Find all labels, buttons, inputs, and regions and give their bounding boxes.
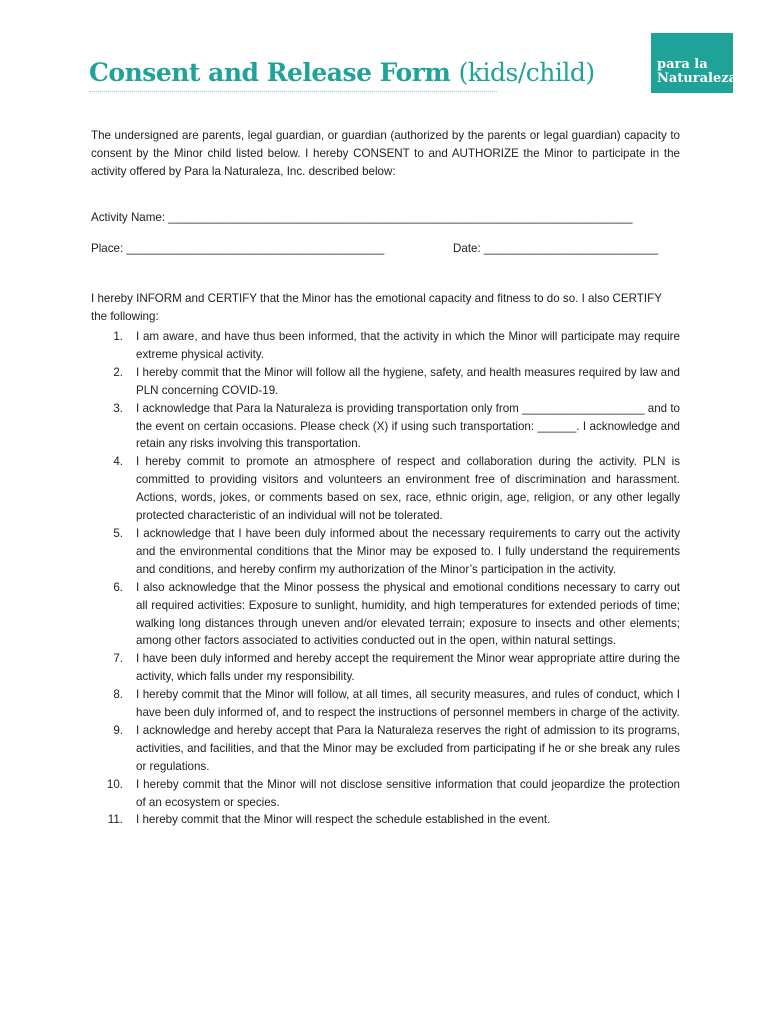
certification-list	[91, 328, 680, 829]
place-field[interactable]: Place: ________________________________________	[91, 242, 385, 255]
list-item: 6. I also acknowledge that the Minor possess the physical and emotional conditions necessary to carry out all required activities: Exposure to sunlight, humidity, and high temperatures for extended periods of time; walking long distances through uneven and/or elevated terrain; exposure to insects and other elements; among other factors associated to activities conducted out in the open, within natural settings.	[113, 580, 680, 648]
list-item: 4. I hereby commit to promote an atmosphere of respect and collaboration during the activity. PLN is committed to providing visitors and volunteers an environment free of discrimination and harassment. Actions, words, jokes, or comments based on sex, race, ethnic origin, age, religion, or any other legally protected characteristic of an individual will not be tolerated.	[113, 455, 680, 523]
list-item: 9. I acknowledge and hereby accept that Para la Naturaleza reserves the right of admission to its programs, activities, and facilities, and that the Minor may be excluded from participating if he or she break any rules or regulations.	[113, 723, 680, 773]
date-field[interactable]: Date: ___________________________	[453, 242, 659, 255]
para-la-naturaleza-logo	[651, 33, 738, 93]
list-item: 10. I hereby commit that the Minor will not disclose sensitive information that could jeopardize the protection of an ecosystem or species.	[106, 777, 680, 809]
list-item: 3. I acknowledge that Para la Naturaleza is providing transportation only from ___________________ and to the event on certain occasions. Please check (X) if using such transportation: ______. I acknowledge and retain any risks involving this transportation.	[113, 401, 680, 451]
logo-line-1: para la	[657, 57, 708, 72]
title-divider	[89, 91, 497, 92]
list-item: 2. I hereby commit that the Minor will follow all the hygiene, safety, and health measures required by law and PLN concerning COVID-19.	[113, 365, 680, 397]
list-item: 8. I hereby commit that the Minor will follow, at all times, all security measures, and rules of conduct, which I have been duly informed of, and to respect the instructions of personnel members in charge of the activity.	[113, 688, 680, 720]
logo-line-2: Naturaleza	[657, 71, 738, 86]
title-sub: (kids/child)	[458, 58, 595, 87]
inform-paragraph: I hereby INFORM and CERTIFY that the Minor has the emotional capacity and fitness to do so. I also CERTIFY the following:	[91, 292, 662, 323]
activity-name-field[interactable]: Activity Name: ________________________________________________________________________	[91, 211, 633, 224]
form-title	[89, 58, 595, 87]
intro-paragraph: The undersigned are parents, legal guardian, or guardian (authorized by the parents or legal guardian) capacity to consent by the Minor child listed below. I hereby CONSENT to and AUTHORIZE the Minor to participate in the activity offered by Para la Naturaleza, Inc. described below:	[91, 129, 680, 178]
list-item: 11. I hereby commit that the Minor will respect the schedule established in the event.	[107, 813, 551, 827]
list-item: 7. I have been duly informed and hereby accept the requirement the Minor wear appropriate attire during the activity, which falls under my responsibility.	[113, 652, 680, 684]
list-item: 1. I am aware, and have thus been informed, that the activity in which the Minor will participate may require extreme physical activity.	[113, 330, 680, 361]
title-main: Consent and Release Form	[89, 58, 451, 87]
list-item: 5. I acknowledge that I have been duly informed about the necessary requirements to carry out the activity and the environmental conditions that the Minor may be exposed to. I fully understand the requirements and conditions, and hereby confirm my authorization of the Minor’s participation in the activity.	[113, 526, 680, 576]
